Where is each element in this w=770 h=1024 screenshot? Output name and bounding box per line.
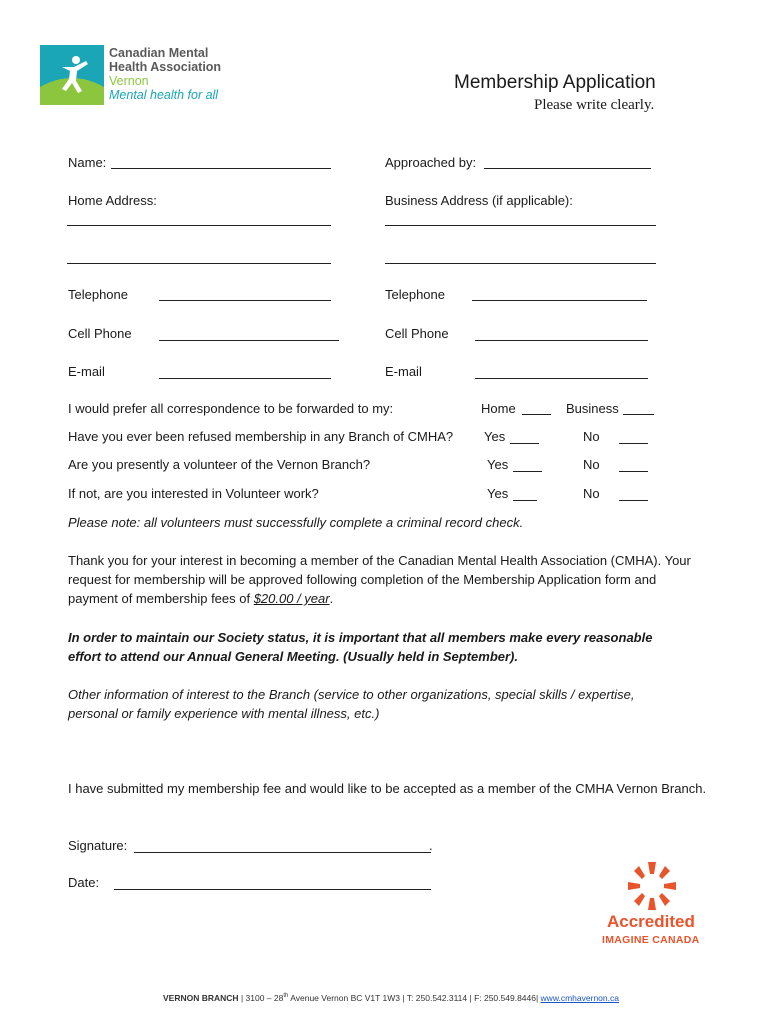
home-option-label: Home: [481, 401, 516, 416]
cmha-logo: [40, 45, 104, 105]
volunteer-note: Please note: all volunteers must successfully complete a criminal record check.: [68, 515, 524, 530]
business-telephone-field[interactable]: [472, 300, 647, 301]
interest-yes-field[interactable]: [513, 500, 537, 501]
signature-period: .: [429, 838, 433, 853]
date-label: Date:: [68, 875, 100, 890]
business-option-label: Business: [566, 401, 619, 416]
cmha-logo-icon: [40, 45, 104, 105]
home-telephone-label: Telephone: [68, 287, 128, 302]
org-line2: Health Association: [109, 60, 222, 74]
home-email-label: E-mail: [68, 364, 105, 379]
approached-label: Approached by:: [385, 155, 477, 170]
signature-label: Signature:: [68, 838, 128, 853]
volunteer-yes-field[interactable]: [513, 471, 542, 472]
name-label: Name:: [68, 155, 107, 170]
correspondence-question: I would prefer all correspondence to be forwarded to my:: [68, 401, 394, 416]
home-address-field-2[interactable]: [67, 263, 331, 264]
page-title: Membership Application: [454, 72, 656, 93]
business-email-field[interactable]: [475, 378, 648, 379]
footer-branch: VERNON BRANCH: [163, 993, 239, 1003]
thank-you-end: .: [329, 591, 334, 606]
business-option-field[interactable]: [623, 414, 654, 415]
volunteer-yes-label: Yes: [487, 457, 509, 472]
accreditation-star-icon: [628, 862, 676, 910]
other-info-prompt: Other information of interest to the Branch (service to other organizations, special skills / expertise, personal or family experience with mental illness, etc.): [68, 687, 635, 721]
membership-fee: $20.00 / year: [253, 591, 330, 606]
business-cell-field[interactable]: [475, 340, 648, 341]
interest-no-field[interactable]: [619, 500, 648, 501]
business-email-label: E-mail: [385, 364, 422, 379]
imagine-canada-badge: [628, 862, 676, 910]
home-address-label: Home Address:: [68, 193, 157, 208]
signature-field[interactable]: [134, 852, 431, 853]
home-option-field[interactable]: [522, 414, 551, 415]
refused-no-field[interactable]: [619, 443, 648, 444]
refused-yes-label: Yes: [484, 429, 506, 444]
business-telephone-label: Telephone: [385, 287, 445, 302]
name-field[interactable]: [111, 168, 331, 169]
business-cell-label: Cell Phone: [385, 326, 449, 341]
footer-address: | 3100 – 28: [240, 993, 284, 1003]
date-field[interactable]: [114, 889, 431, 890]
home-cell-field[interactable]: [159, 340, 339, 341]
refused-yes-field[interactable]: [510, 443, 539, 444]
tagline: Mental health for all: [109, 88, 219, 102]
footer: [163, 993, 619, 1003]
page-subtitle: Please write clearly.: [534, 97, 655, 113]
refused-question: Have you ever been refused membership in any Branch of CMHA?: [68, 429, 454, 444]
agm-note: In order to maintain our Society status, it is important that all members make every reasonable effort to attend our Annual General Meeting. (Usually held in September).: [68, 630, 653, 664]
volunteer-no-label: No: [583, 457, 600, 472]
business-address-field-2[interactable]: [385, 263, 656, 264]
submission-statement: I have submitted my membership fee and would like to be accepted as a member of the CMHA Vernon Branch.: [68, 781, 707, 796]
org-line1: Canadian Mental: [109, 46, 209, 60]
home-cell-label: Cell Phone: [68, 326, 132, 341]
home-email-field[interactable]: [159, 378, 331, 379]
business-address-label: Business Address (if applicable):: [385, 193, 573, 208]
interest-yes-label: Yes: [487, 486, 509, 501]
volunteer-question: Are you presently a volunteer of the Vernon Branch?: [68, 457, 371, 472]
business-address-field-1[interactable]: [385, 225, 656, 226]
accredited-label: Accredited: [607, 912, 695, 931]
interest-no-label: No: [583, 486, 600, 501]
thank-you-text: Thank you for your interest in becoming a member of the Canadian Mental Health Association (CMHA). Your request for membership will be approved following completion of the Membership Application form and payment of membership fees of: [68, 553, 691, 606]
home-address-field-1[interactable]: [67, 225, 331, 226]
logo-text: [109, 46, 221, 102]
thank-you-paragraph: [68, 551, 708, 608]
branch-name: Vernon: [109, 74, 149, 88]
refused-no-label: No: [583, 429, 600, 444]
imagine-canada-label: IMAGINE CANADA: [602, 934, 700, 946]
volunteer-no-field[interactable]: [619, 471, 648, 472]
approached-field[interactable]: [484, 168, 651, 169]
footer-website-link[interactable]: www.cmhavernon.ca: [540, 993, 619, 1003]
footer-address-sup: th: [283, 993, 289, 1000]
interest-question: If not, are you interested in Volunteer work?: [68, 486, 319, 501]
home-telephone-field[interactable]: [159, 300, 331, 301]
footer-address-contact: Avenue Vernon BC V1T 1W3 | T: 250.542.3114 | F: 250.549.8446|: [288, 993, 541, 1003]
